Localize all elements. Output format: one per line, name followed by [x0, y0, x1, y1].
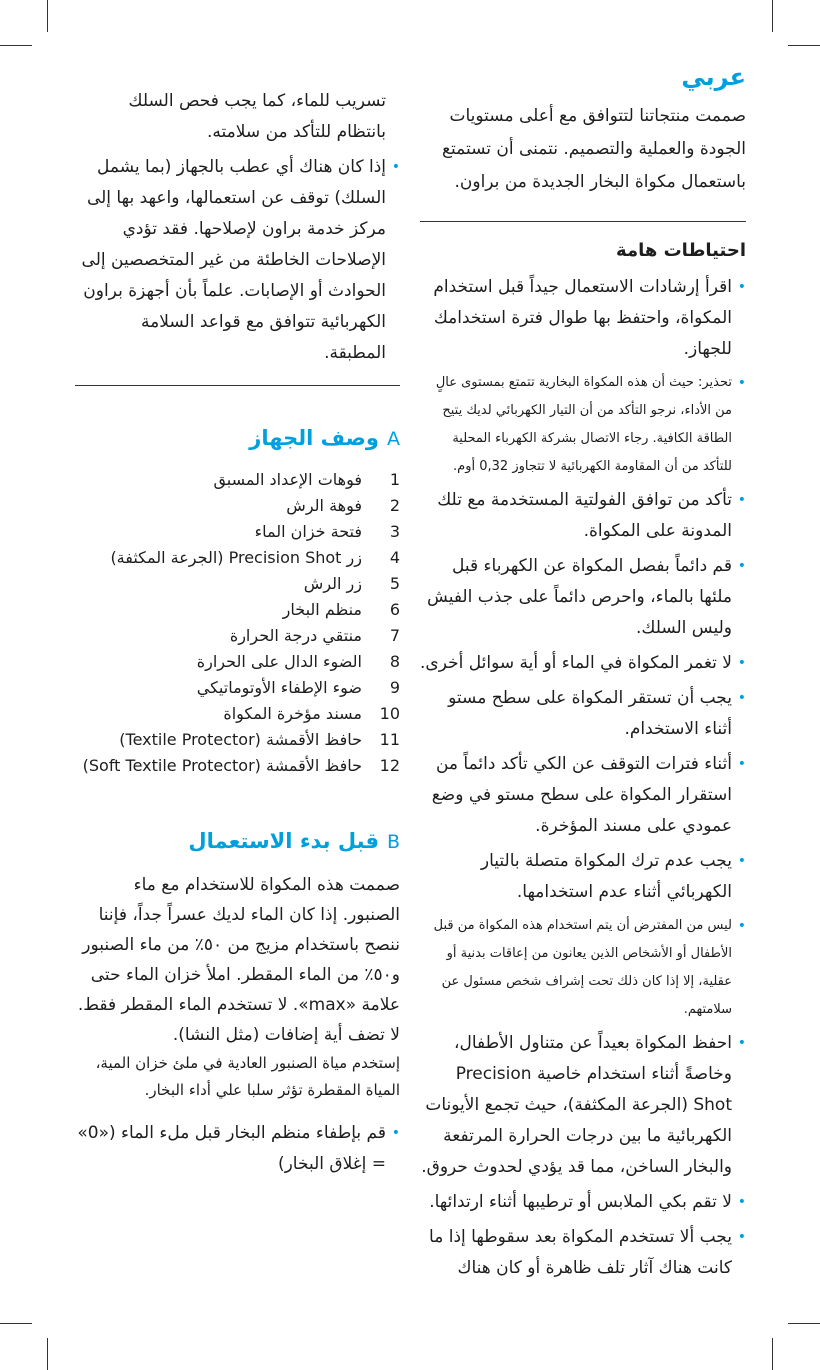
- intro-paragraph: صممت منتجاتنا لتتوافق مع أعلى مستويات الجودة والعملية والتصميم. نتمنى أن تستمتع باستعمال مكواة البخار الجديدة من براون.: [441, 106, 746, 192]
- safety-item: • اقرأ إرشادات الاستعمال جيداً قبل استخدام المكواة، واحتفظ بها طوال فترة استخدامك للجهاز.: [420, 272, 746, 365]
- safety-item: • تأكد من توافق الفولتية المستخدمة مع تلك المدونة على المكواة.: [420, 485, 746, 547]
- part-number: 7: [389, 626, 400, 645]
- part-number: 9: [389, 678, 400, 697]
- part-number: 5: [389, 574, 400, 593]
- part-number: 8: [389, 652, 400, 671]
- part-label: فتحة خزان الماء: [254, 522, 362, 541]
- left-safety-list: [75, 152, 400, 369]
- parts-list: [75, 467, 400, 779]
- section-divider: [420, 221, 746, 222]
- crop-mark: [788, 45, 820, 46]
- list-item: [75, 571, 400, 597]
- part-label: منتقي درجة الحرارة: [229, 626, 362, 645]
- part-label: فوهات الإعداد المسبق: [213, 470, 362, 489]
- list-item: [75, 675, 400, 701]
- language-title: عربي: [681, 63, 746, 91]
- list-item: [75, 753, 400, 779]
- safety-item: • إذا كان هناك أي عطب بالجهاز (بما يشمل السلك) توقف عن استعمالها، واعهد بها إلى مركز خدمة براون لإصلاحها. فقد تؤدي الإصلاحات الخاطئة من غير المتخصصين إلى الحوادث أو الإصابات. علماً بأن أجهزة براون الكهربائية تتوافق مع قواعد السلامة المطبقة.: [75, 152, 400, 369]
- part-label: زر Precision Shot (الجرعة المكثفة): [110, 548, 362, 567]
- crop-mark: [0, 1323, 32, 1324]
- list-item: [75, 597, 400, 623]
- crop-mark: [47, 0, 48, 32]
- safety-item: • لا تغمر المكواة في الماء أو أية سوائل أخرى.: [420, 648, 746, 679]
- safety-item: • يجب عدم ترك المكواة متصلة بالتيار الكهربائي أثناء عدم استخدامها.: [420, 846, 746, 908]
- list-item: [75, 649, 400, 675]
- list-item: [75, 727, 400, 753]
- part-label: زر الرش: [303, 574, 362, 593]
- part-label: مسند مؤخرة المكواة: [223, 704, 362, 723]
- safety-item: • أثناء فترات التوقف عن الكي تأكد دائماً من استقرار المكواة على سطح مستو في وضع عمودي على مسند المؤخرة.: [420, 749, 746, 842]
- part-label: حافظ الأقمشة (Soft Textile Protector): [82, 756, 362, 775]
- section-letter: B: [386, 831, 400, 853]
- list-item: [75, 467, 400, 493]
- part-number: 11: [379, 730, 400, 749]
- part-number: 2: [389, 496, 400, 515]
- part-number: 12: [379, 756, 400, 775]
- left-column: [75, 86, 400, 1184]
- part-label: ضوء الإطفاء الأوتوماتيكي: [196, 678, 362, 697]
- safety-item: • احفظ المكواة بعيداً عن متناول الأطفال، وخاصةً أثناء استخدام خاصية Precision Shot (الجرعة المكثفة)، حيث تجمع الأيونات الكهربائية ما بين درجات الحرارة المرتفعة والبخار الساخن، مما قد يؤدي لحدوث حروق.: [420, 1028, 746, 1183]
- crop-mark: [0, 45, 32, 46]
- crop-mark: [47, 1338, 48, 1370]
- section-letter: A: [387, 428, 400, 450]
- section-a-heading: [75, 420, 400, 457]
- section-divider: [75, 385, 400, 386]
- continued-paragraph: تسريب للماء، كما يجب فحص السلك بانتظام للتأكد من سلامته.: [128, 91, 386, 142]
- safety-item: • يجب أن تستقر المكواة على سطح مستو أثناء الاستخدام.: [420, 683, 746, 745]
- crop-mark: [772, 1338, 773, 1370]
- list-item: [75, 493, 400, 519]
- before-use-item: • قم بإطفاء منظم البخار قبل ملء الماء («0» = إغلاق البخار): [75, 1118, 400, 1180]
- section-b-heading: [75, 823, 400, 860]
- list-item: [75, 519, 400, 545]
- right-column: [420, 60, 746, 1288]
- crop-mark: [772, 0, 773, 32]
- list-item: [75, 623, 400, 649]
- part-number: 4: [389, 548, 400, 567]
- safety-item: • ليس من المفترض أن يتم استخدام هذه المكواة من قبل الأطفال أو الأشخاص الذين يعانون من إعاقات بدنية أو عقلية، إلا إذا كان ذلك تحت إشراف شخص مسئول عن سلامتهم.: [420, 912, 746, 1024]
- part-label: حافظ الأقمشة (Textile Protector): [119, 730, 362, 749]
- part-label: منظم البخار: [282, 600, 362, 619]
- safety-item: • تحذير: حيث أن هذه المكواة البخارية تتمتع بمستوى عالٍ من الأداء، نرجو التأكد من أن التيار الكهربائي لديك يتيح الطاقة الكافية. رجاء الاتصال بشركة الكهرباء المحلية للتأكد من أن المقاومة الكهربائية لا تتجاوز 0,32 أوم.: [420, 369, 746, 481]
- safety-list: [420, 272, 746, 1284]
- safety-title: احتياطات هامة: [616, 240, 746, 261]
- crop-mark: [788, 1323, 820, 1324]
- section-title: وصف الجهاز: [249, 426, 379, 450]
- list-item: [75, 545, 400, 571]
- water-note: إستخدم مياة الصنبور العادية في ملئ خزان المية، المياة المقطرة تؤثر سلبا علي أداء البخار.: [95, 1054, 400, 1099]
- safety-item: • قم دائماً بفصل المكواة عن الكهرباء قبل ملئها بالماء، واحرص دائماً على جذب الفيش وليس السلك.: [420, 551, 746, 644]
- part-label: الضوء الدال على الحرارة: [196, 652, 362, 671]
- list-item: [75, 701, 400, 727]
- before-use-paragraph: صممت هذه المكواة للاستخدام مع ماء الصنبور. إذا كان الماء لديك عسراً جداً، فإننا ننصح باستخدام مزيج من ٥٠٪ من ماء الصنبور و٥٠٪ من الماء المقطر. املأ خزان الماء حتى علامة «max». لا تستخدم الماء المقطر فقط. لا تضف أية إضافات (مثل النشا).: [77, 875, 400, 1045]
- safety-item: • لا تقم بكي الملابس أو ترطيبها أثناء ارتدائها.: [420, 1187, 746, 1218]
- safety-item: • يجب ألا تستخدم المكواة بعد سقوطها إذا ما كانت هناك آثار تلف ظاهرة أو كان هناك: [420, 1222, 746, 1284]
- before-use-list: [75, 1118, 400, 1180]
- part-number: 3: [389, 522, 400, 541]
- part-number: 1: [389, 470, 400, 489]
- section-title: قبل بدء الاستعمال: [188, 829, 379, 853]
- part-number: 6: [389, 600, 400, 619]
- part-number: 10: [379, 704, 400, 723]
- part-label: فوهة الرش: [286, 496, 362, 515]
